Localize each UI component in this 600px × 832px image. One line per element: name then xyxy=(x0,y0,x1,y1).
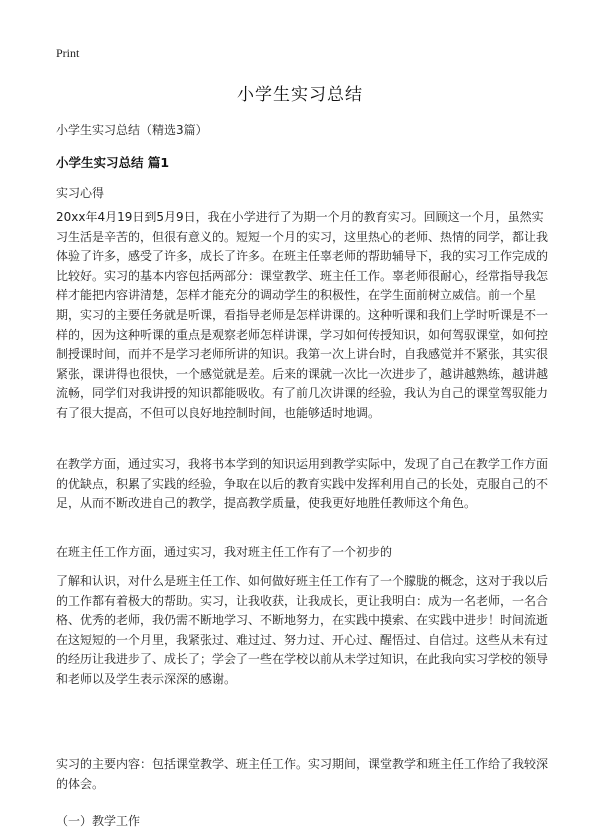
paragraph-3: 在班主任工作方面，通过实习，我对班主任工作有了一个初步的 xyxy=(56,545,393,559)
paragraph-5: 实习的主要内容：包括课堂教学、班主任工作。实习期间，课堂教学和班主任工作给了我较深的体会。 xyxy=(56,757,549,791)
document-subtitle: 小学生实习总结（精选3篇） xyxy=(56,123,208,137)
paragraph-1: 20xx年4月19日到5月9日，我在小学进行了为期一个月的教育实习。回顾这一个月，虽然实习生活是辛苦的，但很有意义的。短短一个月的实习，这里热心的老师、热情的同学，都让我体验了许多，感受了许多，成长了许多。在班主任辜老师的帮助辅导下，我的实习工作完成的比较好。实习的基本内容包括两部分：课堂教学、班主任工作。辜老师很耐心，经常指导我怎样才能把内容讲清楚，怎样才能充分的调动学生的积极性，在学生面前树立威信。前一个星期，实习的主要任务就是听课，看指导老师是怎样讲课的。这种听课和我们上学时听课是不一样的，因为这种听课的重点是观察老师怎样讲课，学习如何传授知识，如何驾驭课堂，如何控制授课时间，而并不是学习老师所讲的知识。我第一次上讲台时，自我感觉并不紧张，其实很紧张，课讲得也很快，一个感觉就是差。后来的课就一次比一次进步了，越讲越熟练，越讲越流畅，同学们对我讲授的知识都能吸收。有了前几次讲课的经验，我认为自己的课堂驾驭能力有了很大提高，不但可以良好地控制时间，也能够适时地调。 xyxy=(56,210,549,420)
paragraph-6: （一）教学工作 xyxy=(56,814,141,828)
paragraph-2: 在教学方面，通过实习，我将书本学到的知识运用到教学实际中，发现了自己在教学工作方面的优缺点，积累了实践的经验，争取在以后的教育实践中发挥利用自己的长处，克服自己的不足，从而不断改进自己的教学，提高教学质量，使我更好地胜任教师这个角色。 xyxy=(56,457,549,511)
print-label: Print xyxy=(56,46,80,60)
paragraph-4: 了解和认识，对什么是班主任工作、如何做好班主任工作有了一个朦胧的概念，这对于我以后的工作都有着极大的帮助。实习，让我收获，让我成长，更让我明白：成为一名老师，一名合格、优秀的老师，我仍需不断地学习、不断地努力，在实践中摸索、在实践中进步！时间流逝在这短短的一个月里，我紧张过、难过过、努力过、开心过、醒悟过、自信过。这些从未有过的经历让我进步了、成长了；学会了一些在学校以前从未学过知识，在此我向实习学校的领导和老师以及学生表示深深的感谢。 xyxy=(56,574,549,686)
page-title: 小学生实习总结 xyxy=(237,85,363,105)
section-heading: 小学生实习总结 篇1 xyxy=(56,155,170,170)
section-label: 实习心得 xyxy=(56,186,105,200)
